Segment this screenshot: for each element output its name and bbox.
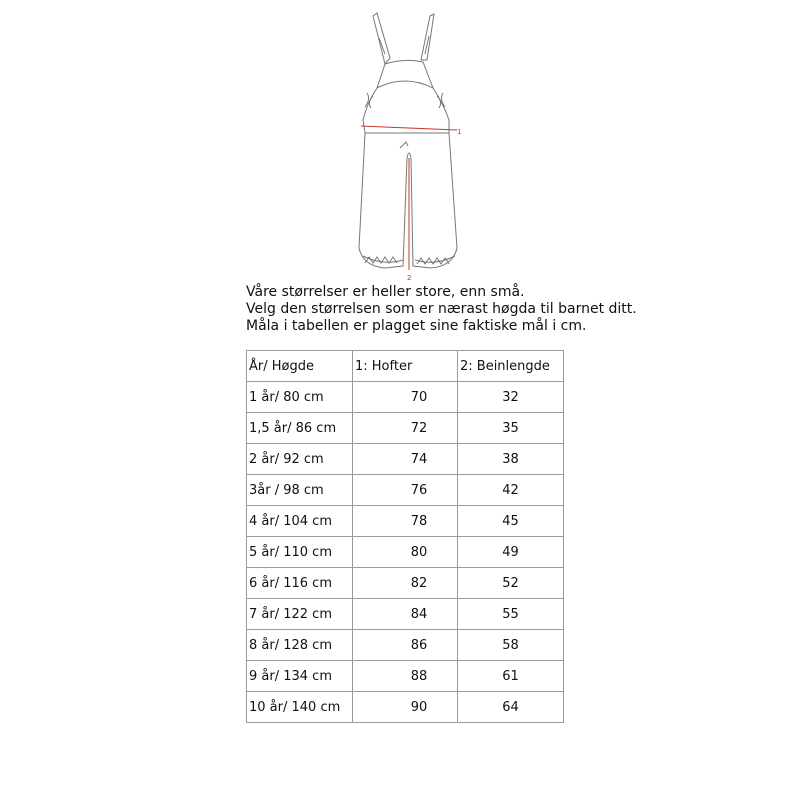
hips-marker-label: 1 xyxy=(457,128,462,136)
cell-hips-value: 72 xyxy=(410,420,428,436)
bib-overalls-drawing xyxy=(345,8,475,283)
cell-hips-value: 74 xyxy=(410,451,428,467)
cell-hips xyxy=(353,537,458,568)
cell-leg-length: 49 xyxy=(458,537,564,568)
leg-marker-label: 2 xyxy=(407,274,412,282)
cell-leg-length: 32 xyxy=(458,382,564,413)
cell-leg-length: 42 xyxy=(458,475,564,506)
table-row xyxy=(247,599,564,630)
table-row xyxy=(247,413,564,444)
size-table xyxy=(246,350,564,723)
intro-line: Måla i tabellen er plagget sine faktiske mål i cm. xyxy=(246,318,587,334)
table-row xyxy=(247,475,564,506)
cell-hips xyxy=(353,599,458,630)
cell-leg-length: 58 xyxy=(458,630,564,661)
table-row xyxy=(247,382,564,413)
cell-hips-value: 82 xyxy=(410,575,428,591)
cell-hips xyxy=(353,661,458,692)
table-row xyxy=(247,661,564,692)
cell-size: 10 år/ 140 cm xyxy=(247,692,353,723)
cell-hips xyxy=(353,568,458,599)
table-row xyxy=(247,506,564,537)
intro-line: Våre størrelser er heller store, enn små. xyxy=(246,284,525,300)
cell-hips-value: 80 xyxy=(410,544,428,560)
table-row xyxy=(247,537,564,568)
cell-leg-length: 38 xyxy=(458,444,564,475)
cell-leg-length: 61 xyxy=(458,661,564,692)
header-hips: 1: Hofter xyxy=(353,351,458,382)
cell-size: 7 år/ 122 cm xyxy=(247,599,353,630)
intro-line: Velg den størrelsen som er nærast høgda til barnet ditt. xyxy=(246,301,637,317)
cell-hips-value: 86 xyxy=(410,637,428,653)
cell-leg-length: 55 xyxy=(458,599,564,630)
cell-size: 8 år/ 128 cm xyxy=(247,630,353,661)
cell-size: 6 år/ 116 cm xyxy=(247,568,353,599)
cell-hips xyxy=(353,382,458,413)
table-row xyxy=(247,568,564,599)
cell-hips xyxy=(353,444,458,475)
cell-hips-value: 84 xyxy=(410,606,428,622)
cell-size: 3år / 98 cm xyxy=(247,475,353,506)
cell-hips xyxy=(353,630,458,661)
cell-hips-value: 78 xyxy=(410,513,428,529)
cell-size: 1 år/ 80 cm xyxy=(247,382,353,413)
intro-text xyxy=(246,284,637,335)
cell-size: 9 år/ 134 cm xyxy=(247,661,353,692)
cell-hips-value: 70 xyxy=(410,389,428,405)
table-header-row xyxy=(247,351,564,382)
cell-hips xyxy=(353,475,458,506)
table-row xyxy=(247,444,564,475)
table-row xyxy=(247,692,564,723)
cell-size: 4 år/ 104 cm xyxy=(247,506,353,537)
cell-leg-length: 64 xyxy=(458,692,564,723)
header-age-height: År/ Høgde xyxy=(247,351,353,382)
table-row xyxy=(247,630,564,661)
cell-hips-value: 90 xyxy=(410,699,428,715)
cell-leg-length: 45 xyxy=(458,506,564,537)
cell-size: 1,5 år/ 86 cm xyxy=(247,413,353,444)
cell-hips xyxy=(353,506,458,537)
cell-size: 2 år/ 92 cm xyxy=(247,444,353,475)
cell-hips xyxy=(353,692,458,723)
cell-hips-value: 88 xyxy=(410,668,428,684)
header-leg-length: 2: Beinlengde xyxy=(458,351,564,382)
overalls-illustration xyxy=(345,8,475,283)
cell-leg-length: 35 xyxy=(458,413,564,444)
cell-leg-length: 52 xyxy=(458,568,564,599)
cell-hips xyxy=(353,413,458,444)
cell-hips-value: 76 xyxy=(410,482,428,498)
cell-size: 5 år/ 110 cm xyxy=(247,537,353,568)
